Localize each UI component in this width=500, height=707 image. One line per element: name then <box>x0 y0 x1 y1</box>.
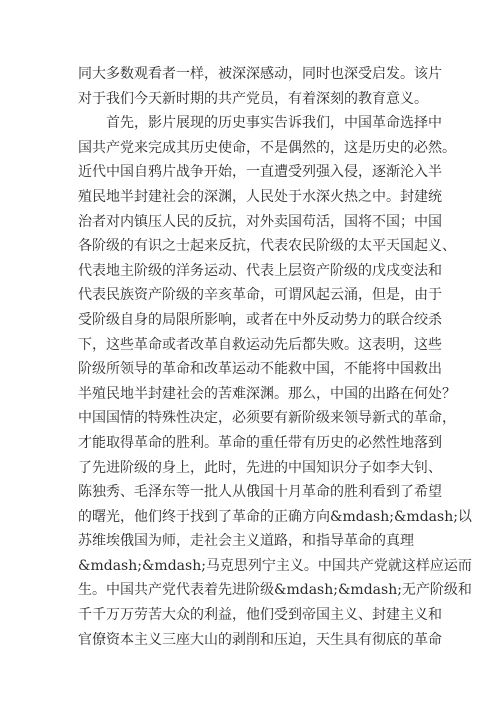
text-line: 对于我们今天新时期的共产党员，有着深刻的教育意义。 <box>78 90 428 107</box>
text-line: 的曙光，他们终于找到了革命的正确方向&mdash;&mdash;以 <box>78 508 472 525</box>
body-text <box>78 0 472 652</box>
text-line: 官僚资本主义三座大山的剥削和压迫，天生具有彻底的革命 <box>78 631 442 648</box>
text-line: 同大多数观看者一样，被深深感动，同时也深受启发。该片 <box>78 66 442 82</box>
text-line: 下，这些革命或者改革自救运动先后都失败。这表明，这些 <box>78 336 442 353</box>
text-line: 生。中国共产党代表着先进阶级&mdash;&mdash;无产阶级和 <box>78 582 472 599</box>
text-line: 了先进阶级的身上，此时，先进的中国知识分子如李大钊、 <box>78 459 442 476</box>
text-line: 代表民族资产阶级的辛亥革命，可谓风起云涌，但是，由于 <box>78 287 442 304</box>
text-line: 殖民地半封建社会的深渊，人民处于水深火热之中。封建统 <box>78 188 442 205</box>
text-line: 才能取得革命的胜利。革命的重任带有历史的必然性地落到 <box>78 434 442 451</box>
text-line: 受阶级自身的局限所影响，或者在中外反动势力的联合绞杀 <box>78 311 442 328</box>
text-line: 陈独秀、毛泽东等一批人从俄国十月革命的胜利看到了希望 <box>78 484 442 501</box>
text-line: 苏维埃俄国为师，走社会主义道路，和指导革命的真理 <box>78 533 414 550</box>
text-line: 半殖民地半封建社会的苦难深渊。那么，中国的出路在何处？ <box>78 385 456 402</box>
text-line: 治者对内镇压人民的反抗，对外卖国苟活，国将不国；中国 <box>78 213 442 230</box>
text-line: 近代中国自鸦片战争开始，一直遭受列强入侵，逐渐沦入半 <box>78 164 442 181</box>
text-line: 各阶级的有识之士起来反抗，代表农民阶级的太平天国起义、 <box>78 238 456 255</box>
text-line: 阶级所领导的革命和改革运动不能救中国，不能将中国救出 <box>78 361 442 378</box>
text-line: 国共产党来完成其历史使命，不是偶然的，这是历史的必然。 <box>78 139 456 156</box>
paragraph-start-line: 首先，影片展现的历史事实告诉我们，中国革命选择中 <box>106 115 442 132</box>
text-line: 中国国情的特殊性决定，必须要有新阶级来领导新式的革命， <box>78 410 456 427</box>
text-line: 代表地主阶级的洋务运动、代表上层资产阶级的戊戌变法和 <box>78 262 442 279</box>
text-line: &mdash;&mdash;马克思列宁主义。中国共产党就这样应运而 <box>78 557 472 574</box>
text-line: 千千万万劳苦大众的利益，他们受到帝国主义、封建主义和 <box>78 607 442 624</box>
